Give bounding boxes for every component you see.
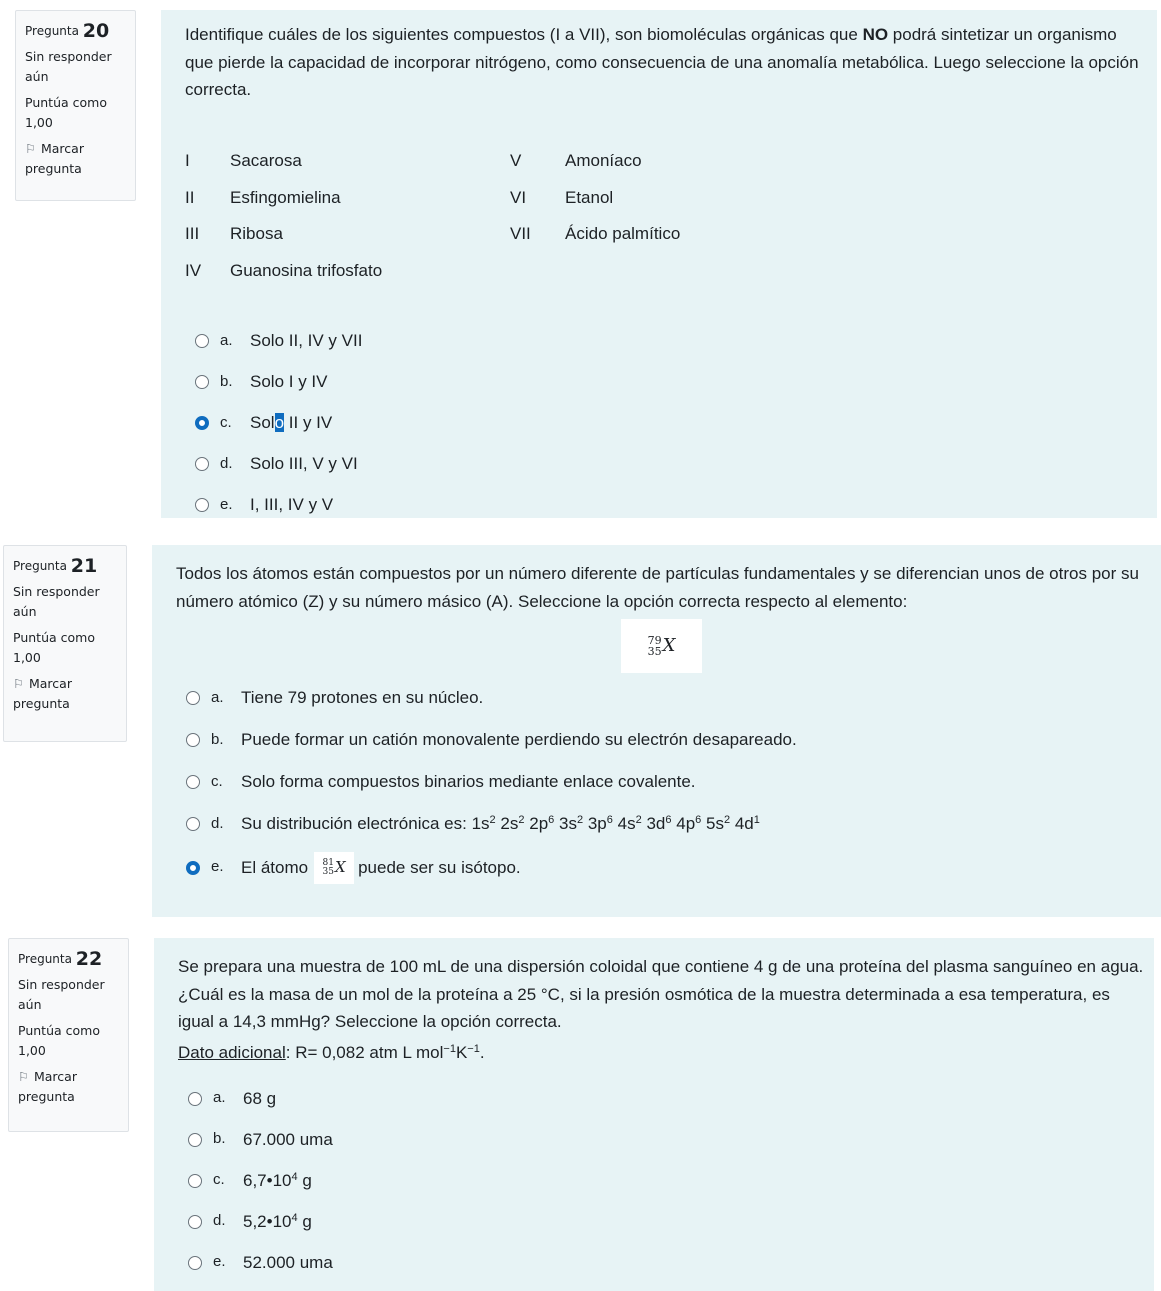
question-number-line: [18, 946, 119, 973]
option-text: Solo forma compuestos binarios mediante enlace covalente.: [241, 772, 696, 792]
option-letter: a.: [211, 688, 224, 706]
option-text: Solo II, IV y VII: [250, 331, 363, 351]
question-number: 22: [75, 948, 103, 970]
radio-button[interactable]: [186, 733, 200, 747]
compound-numeral: IV: [185, 260, 202, 280]
element-notation: [621, 619, 702, 673]
option-text: [243, 1167, 312, 1195]
option-letter: d.: [211, 814, 224, 832]
element-numbers: [648, 635, 662, 657]
answer-option-b[interactable]: [186, 719, 1147, 761]
additional-data-text: K: [455, 1042, 468, 1062]
question-grade: Puntúa como 1,00: [18, 1022, 100, 1058]
orbital: 3p: [587, 814, 607, 834]
radio-button[interactable]: [186, 775, 200, 789]
option-text: Solo III, V y VI: [250, 454, 358, 474]
option-letter: c.: [220, 413, 232, 431]
atomic-number: 35: [647, 645, 662, 659]
answer-option-a[interactable]: [195, 321, 1143, 362]
compounds-row: [185, 216, 680, 253]
answer-option-a[interactable]: [188, 1078, 1148, 1119]
question-number: 21: [70, 555, 98, 577]
flag-label: Marcar pregunta: [13, 675, 72, 711]
exponent: 4: [291, 1170, 298, 1183]
question-number: 20: [82, 20, 110, 42]
flag-question-button[interactable]: [13, 674, 117, 714]
flag-question-button[interactable]: [18, 1067, 119, 1107]
compound-numeral-empty: [510, 252, 565, 289]
question-state: Sin responder aún: [25, 48, 112, 84]
option-text: [250, 409, 332, 437]
question-label: Pregunta: [25, 24, 79, 38]
question-text-part: podrá sintetizar un organismo que pierde la capacidad de incorporar nitrógeno, como consecuencia de una anomalía metabólica. Luego seleccione la opción correcta.: [185, 25, 1139, 100]
radio-button[interactable]: [195, 457, 209, 471]
orbital: 1s: [471, 814, 490, 834]
compound-name: Sacarosa: [230, 151, 302, 171]
value-unit: g: [297, 1170, 312, 1190]
orbital: 4d: [734, 814, 754, 834]
option-text: [243, 1208, 312, 1236]
flag-label: Marcar pregunta: [18, 1068, 77, 1104]
radio-button[interactable]: [188, 1174, 202, 1188]
option-text-part: Sol: [250, 413, 275, 433]
question-info-20: [15, 10, 136, 201]
option-text-part: El átomo: [241, 857, 309, 877]
exponent: −1: [443, 1042, 456, 1055]
option-letter: e.: [220, 495, 233, 513]
orbital: 2s: [500, 814, 519, 834]
orbital: 3s: [559, 814, 577, 834]
orbital-electrons: 2: [635, 814, 642, 827]
radio-button-checked[interactable]: [195, 416, 209, 430]
answer-option-c[interactable]: [186, 761, 1147, 803]
answer-option-c[interactable]: [195, 403, 1143, 444]
answer-option-d[interactable]: [188, 1201, 1148, 1242]
radio-button[interactable]: [195, 498, 209, 512]
flag-icon: ⚐: [25, 140, 37, 156]
value-unit: g: [297, 1211, 312, 1231]
question-content-21: [152, 545, 1161, 917]
answer-option-e[interactable]: [186, 845, 1147, 890]
orbital: 4p: [676, 814, 696, 834]
radio-button[interactable]: [195, 375, 209, 389]
value-base: 5,2•10: [243, 1211, 292, 1231]
flag-icon: ⚐: [18, 1068, 30, 1084]
answer-option-b[interactable]: [195, 362, 1143, 403]
answer-option-d[interactable]: [195, 444, 1143, 485]
compound-name: Ribosa: [230, 224, 283, 244]
question-text-part: Identifique cuáles de los siguientes compuestos (I a VII), son biomoléculas orgánicas que: [185, 25, 863, 44]
option-letter: e.: [211, 858, 224, 876]
compound-name: Etanol: [565, 187, 614, 207]
option-text: 67.000 uma: [243, 1129, 333, 1149]
option-letter: a.: [213, 1089, 226, 1107]
radio-button[interactable]: [188, 1256, 202, 1270]
option-text: [241, 852, 521, 884]
answer-option-e[interactable]: [188, 1242, 1148, 1283]
flag-icon: ⚐: [13, 675, 25, 691]
atomic-number: 35: [322, 866, 334, 877]
config-prefix: Su distribución electrónica es:: [241, 814, 467, 834]
additional-data: [178, 1039, 1148, 1067]
element-symbol: X: [334, 858, 346, 877]
question-label: Pregunta: [13, 559, 67, 573]
question-state: Sin responder aún: [18, 976, 105, 1012]
compound-numeral: V: [510, 151, 522, 171]
question-text-bold: NO: [862, 25, 889, 44]
answer-option-c[interactable]: [188, 1160, 1148, 1201]
exponent: 4: [291, 1211, 298, 1224]
question-label: Pregunta: [18, 952, 72, 966]
question-text: [185, 21, 1145, 104]
radio-button[interactable]: [186, 817, 200, 831]
answer-options: [195, 321, 1143, 526]
question-info-22: [8, 938, 129, 1132]
flag-question-button[interactable]: [25, 139, 126, 179]
option-letter: d.: [220, 454, 233, 472]
question-content-22: [154, 938, 1154, 1291]
isotope-notation: [314, 852, 354, 884]
orbital-electrons: 6: [548, 814, 555, 827]
question-content-20: [161, 10, 1157, 518]
compound-numeral: III: [185, 224, 200, 244]
answer-options: [188, 1078, 1148, 1283]
option-letter: b.: [213, 1130, 226, 1148]
orbital-electrons: 2: [576, 814, 584, 827]
value-base: 6,7•10: [243, 1170, 292, 1190]
orbital: 5s: [706, 814, 724, 834]
option-text-part: II y IV: [284, 413, 333, 433]
additional-data-text: .: [479, 1042, 485, 1062]
option-text: Puede formar un catión monovalente perdiendo su electrón desapareado.: [241, 730, 797, 750]
option-letter: e.: [213, 1253, 226, 1271]
option-letter: a.: [220, 331, 233, 349]
orbital-electrons: 6: [606, 814, 613, 827]
option-text-part: puede ser su isótopo.: [358, 857, 521, 877]
compounds-row: [185, 179, 680, 216]
compound-numeral: VI: [510, 187, 527, 207]
radio-button[interactable]: [195, 334, 209, 348]
question-number-line: [25, 18, 126, 45]
option-letter: c.: [213, 1171, 225, 1189]
option-text: Solo I y IV: [250, 372, 328, 392]
answer-option-d[interactable]: [186, 803, 1147, 845]
orbital-electrons: 2: [518, 814, 525, 827]
compounds-row: [185, 252, 680, 289]
radio-button[interactable]: [186, 691, 200, 705]
answer-options: [186, 677, 1147, 890]
radio-button-checked[interactable]: [186, 861, 200, 875]
compound-name: Amoníaco: [565, 151, 642, 171]
orbital: 3d: [646, 814, 666, 834]
compounds-table: [185, 143, 680, 289]
answer-option-a[interactable]: [186, 677, 1147, 719]
isotope-numbers: [323, 859, 334, 877]
option-letter: b.: [211, 730, 224, 748]
orbital-electrons: 1: [753, 814, 760, 827]
question-info-21: [3, 545, 127, 742]
question-text: Todos los átomos están compuestos por un número diferente de partículas fundamentales y se diferencian unos de otros por su número atómico (Z) y su número másico (A). Seleccione la opción correcta respecto al elemento:: [176, 564, 1139, 611]
option-text: 68 g: [243, 1088, 277, 1108]
compounds-row: [185, 143, 680, 180]
orbital: 4s: [617, 814, 636, 834]
compound-numeral: I: [185, 151, 190, 171]
radio-button[interactable]: [188, 1215, 202, 1229]
compound-name-empty: [565, 252, 680, 289]
question-grade: Puntúa como 1,00: [13, 629, 95, 665]
question-state: Sin responder aún: [13, 583, 100, 619]
mass-number: 81: [322, 857, 334, 868]
element-symbol: X: [662, 635, 676, 657]
answer-option-b[interactable]: [188, 1119, 1148, 1160]
option-text: I, III, IV y V: [250, 495, 334, 515]
question-text: Se prepara una muestra de 100 mL de una dispersión coloidal que contiene 4 g de una proteína del plasma sanguíneo en agua. ¿Cuál es la masa de un mol de la proteína a 25 °C, si la presión osmótica de la muestra determinada a esa temperatura, es igual a 14,3 mmHg? Seleccione la opción correcta.: [178, 957, 1144, 1032]
option-text: 52.000 uma: [243, 1252, 333, 1272]
option-letter: d.: [213, 1212, 226, 1230]
compound-name: Guanosina trifosfato: [230, 260, 383, 280]
compound-numeral: II: [185, 187, 195, 207]
option-letter: c.: [211, 772, 223, 790]
question-number-line: [13, 553, 117, 580]
text-selection-highlight: o: [274, 413, 285, 433]
radio-button[interactable]: [188, 1092, 202, 1106]
orbital-electrons: 2: [489, 814, 496, 827]
question-grade: Puntúa como 1,00: [25, 94, 107, 130]
radio-button[interactable]: [188, 1133, 202, 1147]
compound-numeral: VII: [510, 224, 531, 244]
orbital-electrons: 2: [723, 814, 731, 827]
additional-data-label: Dato adicional: [178, 1042, 286, 1062]
orbital-electrons: 6: [695, 814, 702, 827]
additional-data-text: : R= 0,082 atm L mol: [285, 1042, 444, 1062]
compound-name: Ácido palmítico: [565, 224, 681, 244]
exponent: −1: [467, 1042, 480, 1055]
answer-option-e[interactable]: [195, 485, 1143, 526]
orbital: 2p: [529, 814, 549, 834]
compound-name: Esfingomielina: [230, 187, 341, 207]
flag-label: Marcar pregunta: [25, 140, 84, 176]
option-letter: b.: [220, 372, 233, 390]
orbital-electrons: 6: [665, 814, 672, 827]
option-text: [241, 810, 760, 838]
option-text: Tiene 79 protones en su núcleo.: [241, 688, 484, 708]
mass-number: 79: [647, 634, 662, 648]
